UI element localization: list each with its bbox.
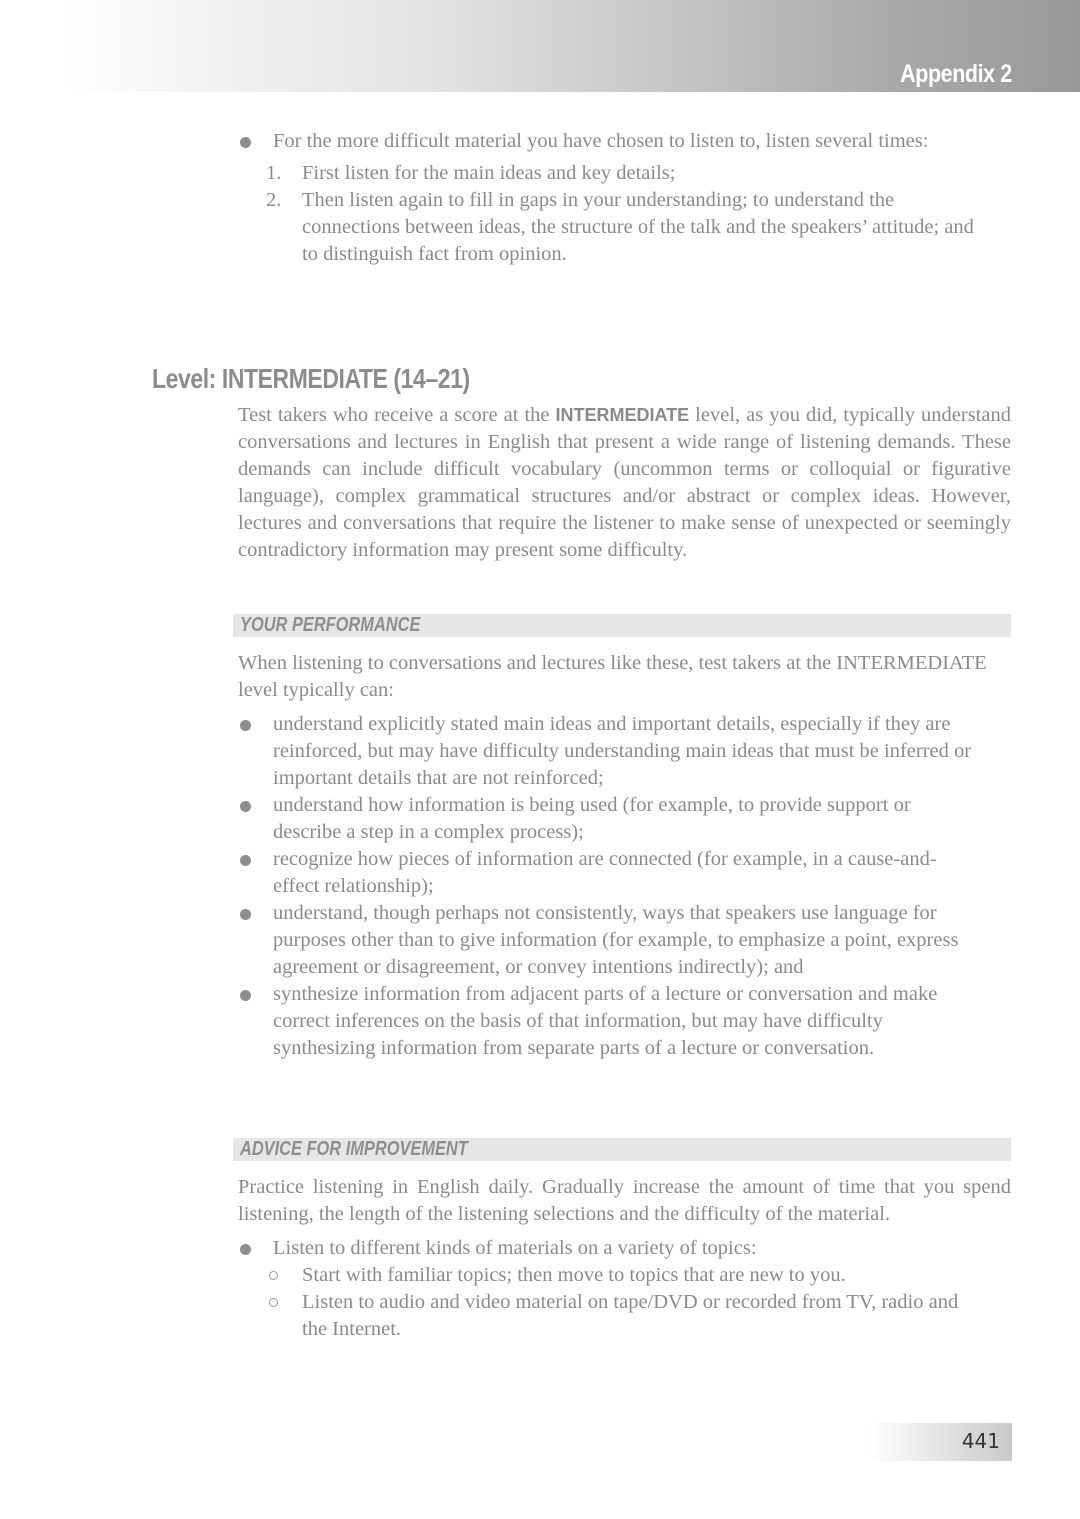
bullet-text: recognize how pieces of information are connected (for example, in a cause-and-effect relationship);: [273, 848, 937, 897]
bullet-text: Listen to different kinds of materials on a variety of topics:: [273, 1237, 757, 1259]
performance-section: [238, 650, 1011, 1062]
advice-list: [238, 1235, 978, 1262]
section-label: ADVICE FOR IMPROVEMENT: [240, 1138, 468, 1160]
level-heading: Level: INTERMEDIATE (14–21): [152, 363, 470, 394]
bullet-icon: [240, 990, 251, 1001]
page-number-box: [870, 1423, 1012, 1461]
list-item: [238, 1262, 978, 1289]
section-label: YOUR PERFORMANCE: [240, 614, 421, 636]
sub-item-text: Listen to audio and video material on tape/DVD or recorded from TV, radio and the Internet.: [302, 1291, 959, 1340]
list-item: [238, 1289, 978, 1343]
intro-section: [238, 128, 978, 268]
advice-intro: Practice listening in English daily. Gradually increase the amount of time that you spend listening, the length of the listening selections and the difficulty of the material.: [238, 1176, 1011, 1225]
section-header-advice: [233, 1138, 1011, 1161]
step-number: 1.: [266, 162, 282, 184]
bullet-icon: [240, 720, 251, 731]
list-item: [238, 128, 978, 155]
step-text: Then listen again to fill in gaps in your understanding; to understand the connections between ideas, the structure of the talk and the speakers’ attitude; and to distinguish fact from opinion.: [302, 189, 974, 265]
bullet-icon: [240, 909, 251, 920]
intro-bullet-list: [238, 128, 978, 155]
bullet-text: understand explicitly stated main ideas and important details, especially if they are reinforced, but may have difficulty understanding main ideas that must be inferred or important details that are not reinforced;: [273, 713, 972, 789]
list-item: [238, 1235, 978, 1262]
list-item: [238, 160, 978, 187]
advice-sub-list: [238, 1262, 978, 1343]
bullet-icon: [240, 137, 251, 148]
bullet-text: synthesize information from adjacent parts of a lecture or conversation and make correct inferences on the basis of that information, but may have difficulty synthesizing information from separate parts of a lecture or conversation.: [273, 983, 938, 1059]
list-item: [238, 187, 978, 268]
page-number: 441: [961, 1429, 1000, 1453]
list-item: [238, 846, 978, 900]
circle-bullet-icon: [269, 1271, 278, 1280]
list-item: [238, 981, 978, 1062]
steps-list: [238, 160, 978, 268]
list-item: [238, 792, 978, 846]
para-text: level, as you did, typically understand conversations and lectures in English that present a wide range of listening demands. These demands can include difficult vocabulary (uncommon terms or colloquial or figurative language), complex grammatical structures and/or abstract or complex ideas. However, lectures and conversations that require the listener to make sense of unexpected or seemingly contradictory information may present some difficulty.: [238, 404, 1011, 561]
list-item: [238, 900, 978, 981]
performance-intro: When listening to conversations and lectures like these, test takers at the INTERMEDIATE level typically can:: [238, 652, 987, 701]
step-number: 2.: [266, 189, 282, 211]
para-text: Test takers who receive a score at the: [238, 404, 556, 426]
bullet-text: understand how information is being used (for example, to provide support or describe a step in a complex process);: [273, 794, 911, 843]
sub-item-text: Start with familiar topics; then move to topics that are new to you.: [302, 1264, 846, 1286]
list-item: [238, 711, 978, 792]
performance-list: [238, 711, 978, 1062]
level-name-bold: INTERMEDIATE: [555, 405, 690, 425]
step-text: First listen for the main ideas and key details;: [302, 162, 676, 184]
level-description: [238, 402, 1011, 564]
bullet-text: For the more difficult material you have chosen to listen to, listen several times:: [273, 130, 929, 152]
bullet-icon: [240, 801, 251, 812]
circle-bullet-icon: [269, 1298, 278, 1307]
advice-section: [238, 1174, 1011, 1343]
bullet-text: understand, though perhaps not consistently, ways that speakers use language for purposes other than to give information (for example, to emphasize a point, express agreement or disagreement, or convey intentions indirectly); and: [273, 902, 959, 978]
header-band: [0, 0, 1080, 92]
appendix-title: Appendix 2: [900, 60, 1012, 88]
section-header-performance: [233, 614, 1011, 637]
bullet-icon: [240, 855, 251, 866]
bullet-icon: [240, 1244, 251, 1255]
